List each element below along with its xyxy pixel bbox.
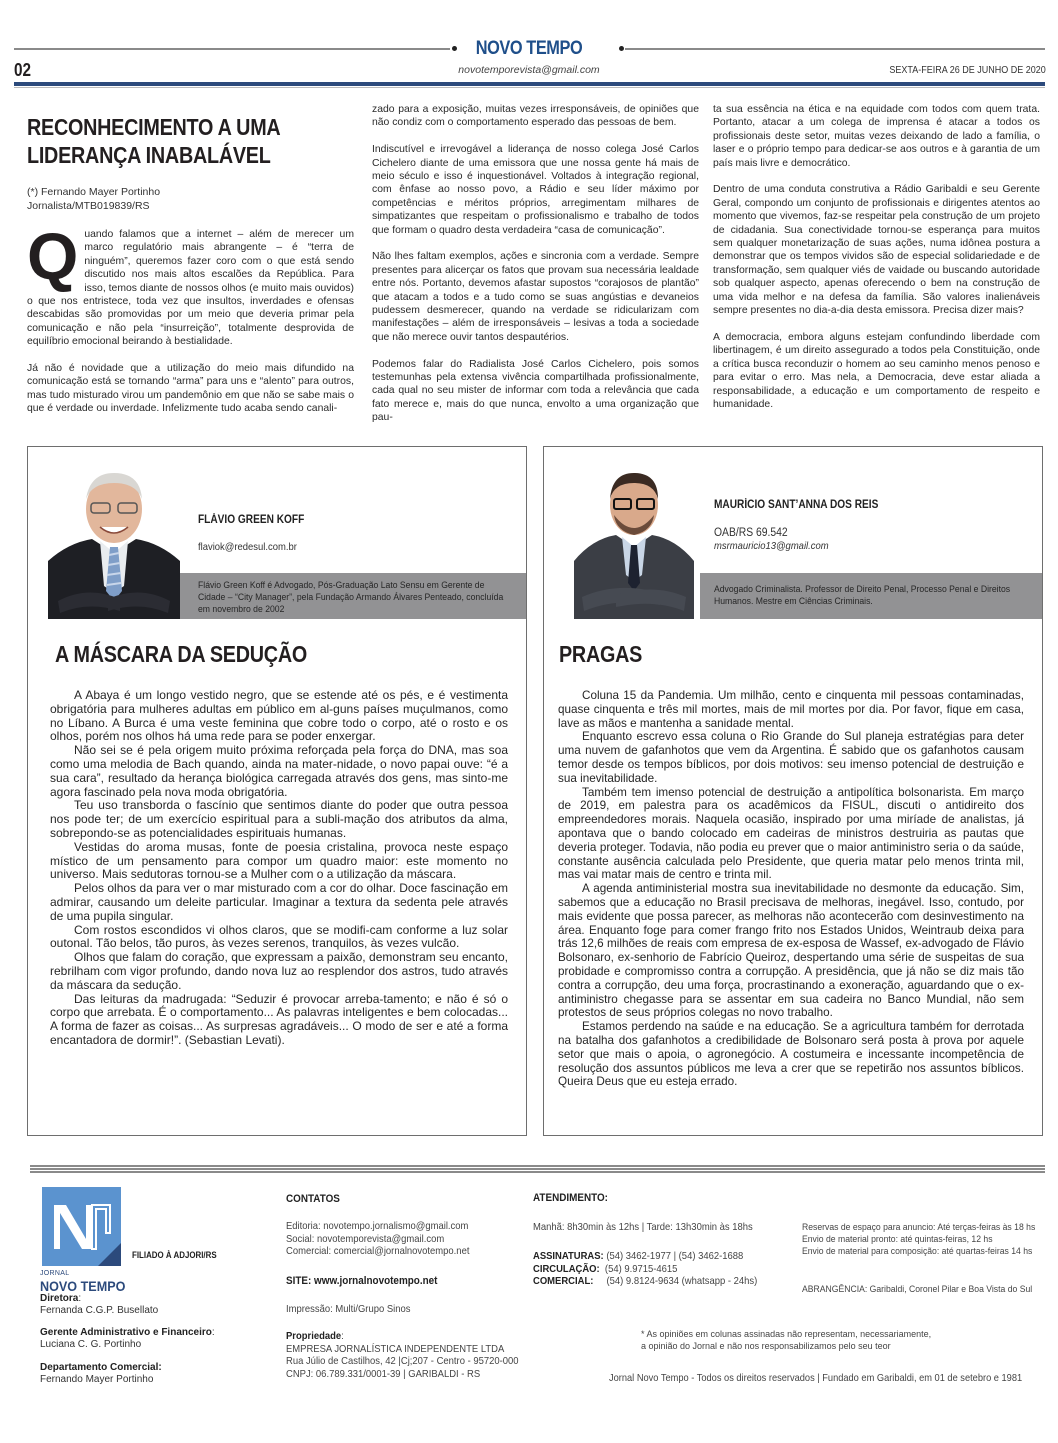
article-paragraph: A democracia, embora alguns estejam confundindo liberdade com libertinagem, é um direito assegurado a todos pela Constituição, onde a crítica busca reconduzir o homem ao seu caminho menos penoso e para evitar o erro. Mas nela, a Democracia, deve estar aliada a responsabilidade, a educação e um comportamento de respeito e humanidade. [713, 331, 1040, 410]
article-paragraph: Quando falamos que a internet – além de merecer um marco regulatório mais abrangente – é “terra de ninguém”, queremos fazer coro com o que está sendo discutido nos mais altos escalões da República. Para isso, temos diante de nossos olhos (e muito mais ouvidos) o que nos entristece, toda vez que insultos, inverdades e ofensas descabidas são promovidas por um meio que deveria primar pela comunicação e não pela “insurreição”, totalmente desprovida de equilíbrio emocional beirando à bestialidade. [27, 219, 354, 348]
column-paragraph: A Abaya é um longo vestido negro, que se estende até os pés, e é vestimenta obrigatória para mulheres adultas em público em al-guns países muçulmanos, como no Líbano. A Burca é uma veste feminina que cobre todo o corpo, até o rosto e os olhos, porém nos olhos há uma rede para se poder enxergar. [50, 688, 508, 744]
author-photo [568, 465, 700, 619]
byline-credential: Jornalista/MTB019839/RS [27, 200, 150, 212]
column-paragraph: Vestidas do aroma musas, fonte de poesia cristalina, provoca neste espaço místico de um pensamento para compor um quadro maior: este momento no universo. Mais sedutoras tornou-se a Mulher com o a utilização da máscara. [50, 839, 508, 882]
edition-date: SEXTA-FEIRA 26 DE JUNHO DE 2020 [889, 65, 1046, 76]
contact-editoria[interactable]: Editoria: novotempo.jornalismo@gmail.com [286, 1220, 469, 1232]
ownership-info: Propriedade: EMPRESA JORNALÍSTICA INDEPENDENTE LTDA Rua Júlio de Castilhos, 42 |Cj;207 - Centro - 95720-000 CNPJ: 06.789.331/0001-39 | GARIBALDI - RS [286, 1330, 519, 1380]
page-number: 02 [14, 60, 32, 80]
opinion-column-left [27, 446, 527, 1136]
column-headline: A MÁSCARA DA SEDUÇÃO [55, 641, 307, 667]
column-paragraph: Pelos olhos da para ver o mar misturado com a cor do olhar. Doce fascinação em admirar, causando um deleite particular. Imaginar a textura da sedenta pele através de uma pupila singular. [50, 881, 508, 923]
copyright-notice: Jornal Novo Tempo - Todos os direitos reservados | Fundado em Garibaldi, em 01 de setebro e 1981 [609, 1373, 1023, 1384]
author-portrait-icon [48, 461, 180, 619]
column-paragraph: Estamos perdendo na saúde e na educação. Se a agricultura também for derrotada na batalha dos gafanhotos a credibilidade de Bolsonaro será posta à prova por aquele setor que mais o apoia, o agronegócio. A costumeira e incessante incompetência de resolução dos assuntos públicos me leva a crer que se repetirão nos assuntos bíblicos. Queira Deus que eu esteja errado. [558, 1020, 1024, 1089]
contact-social[interactable]: Social: novotemporevista@gmail.com [286, 1232, 445, 1245]
contacts-list [286, 1220, 469, 1258]
author-oab-registration: OAB/RS 69.542 [714, 527, 788, 539]
opinion-disclaimer: * As opiniões em colunas assinadas não representam, necessariamente, a opinião do Jornal e não nos responsabilizamos pelo seu teor [641, 1329, 932, 1351]
author-name: FLÁVIO GREEN KOFF [198, 514, 305, 526]
drop-cap: Q [27, 219, 79, 293]
author-photo [48, 461, 180, 619]
column-paragraph: Enquanto escrevo essa coluna o Rio Grande do Sul planeja estratégias para deter uma nuvem de gafanhotos que vem da Argentina. É sabido que os gafanhotos causam temor desde os tempos bíblicos, por dois motivos: seu imenso potencial de destruição e sua inevitabilidade. [558, 730, 1024, 785]
article-column-1 [27, 219, 354, 416]
service-heading: ATENDIMENTO: [533, 1192, 608, 1204]
article-paragraph: Indiscutível e irrevogável a liderança de nosso colega José Carlos Cichelero diante de uma emissora que une nossa gente há mais de meio século e isso é inquestionável. Voltados à integração regional, com ênfase ao nosso povo, a Rádio e seu líder máximo por competências e méritos próprios, arregimentam milhares de simpatizantes que respeitam o profissionalismo e trabalho de todos que formam o quadro desta verdadeira “casa de comunicação”. [372, 144, 699, 236]
article-paragraph: Podemos falar do Radialista José Carlos Cichelero, pois somos testemunhas pela extensa vivência compartilhada profissionalmente, cada qual no seu mister de informar com toda a relevância que cada fato merece e, mais do que nunca, envolto a uma organização que pau- [372, 358, 699, 424]
phone-comercial: COMERCIAL: (54) 9.8124-9634 (whatsapp - 24hs) [533, 1275, 758, 1287]
service-phones [533, 1250, 757, 1288]
column-paragraph: Não sei se é pela origem muito próxima reforçada pela força do DNA, mas soa como uma melodia de Bach quando, ainda na mater-nidade, o novo papai ouve: “é a sua cara”, resultado da herança biológica carregada através dos gens, mas sinto-me agora fascinado pela nova moda obrigatória. [50, 743, 508, 799]
article-headline: RECONHECIMENTO A UMA LIDERANÇA INABALÁVEL [27, 114, 280, 168]
column-body [558, 689, 1024, 1089]
phone-assinaturas: ASSINATURAS: (54) 3462-1977 | (54) 3462-1688 [533, 1250, 744, 1262]
masthead-divider-thin [14, 87, 1045, 88]
phone-circulacao: CIRCULAÇÃO: (54) 9.9715-4615 [533, 1262, 678, 1275]
printing-info: Impressão: Multi/Grupo Sinos [286, 1303, 411, 1315]
column-paragraph: Das leituras da madrugada: “Seduzir é provocar arreba-tamento; e não é só o corpo que arrebata. É o comportamento... As palavras inteligentes e bem colocadas... A forma de fazer as coisas... As surpresas agradáveis... O modo de ser e até a forma encantadora de dormir!”. (Sebastian Levati). [50, 991, 508, 1047]
author-bio: Flávio Green Koff é Advogado, Pós-Graduação Lato Sensu em Gerente de Cidade – “City Manager”, pela Fundação Armando Álvares Penteado, concluída em novembro de 2002 [198, 580, 504, 615]
article-column-2 [372, 103, 699, 425]
contacts-heading: CONTATOS [286, 1193, 340, 1205]
article-paragraph: zado para a exposição, muitas vezes irresponsáveis, de opiniões que não condiz com o comportamento esperado das pessoas de bem. [372, 104, 699, 129]
footer-rule [30, 1165, 1045, 1167]
masthead-divider [14, 82, 1045, 86]
staff-director: Diretora: Fernanda C.G.P. Busellato [40, 1293, 159, 1316]
contact-comercial[interactable]: Comercial: comercial@jornalnovotempo.net [286, 1245, 470, 1257]
article-paragraph: Não lhes faltam exemplos, ações e sincronia com a verdade. Sempre presentes para alicerçar os fatos que provam sua necessária lealdade entre nós. Portanto, devemos afastar supostos “corajosos de plantão” que atacam a todos e a tudo como se suas angústias e devaneios pudessem desmerecer, quando na verdade se ridicularizam com manifestações – além de irresponsáveis – lesivas a toda a sociedade que não merece ouvir tantos despautérios. [372, 251, 699, 343]
coverage-area: ABRANGÊNCIA: Garibaldi, Coronel Pilar e Boa Vista do Sul [802, 1284, 1033, 1295]
article-column-3 [713, 103, 1040, 411]
article-paragraph: ta sua essência na ética e na equidade com todos com quem trata. Portanto, atacar a um colega de imprensa é atacar a todos os profissionais deste setor, muitas vezes deixando de lado a família, o laser e o próprio tempo para dedicar-se aos outros e à garantia de um país mais livre e democrático. [713, 104, 1040, 169]
service-hours: Manhã: 8h30min às 12hs | Tarde: 13h30min às 18hs [533, 1221, 753, 1233]
opinion-column-right [543, 446, 1043, 1136]
masthead-email: novotemporevista@gmail.com [458, 64, 600, 76]
column-paragraph: A agenda antiministerial mostra sua inevitabilidade no desmonte da educação. Sim, sabemos que a educação no Brasil precisava de melhoras, inegável. Isso, contudo, por mais evidente que possa parecer, as melhoras não acontecerão com desinvestimento na área. Enquanto foge para comer frango frito nos Estados Unidos, Weintraub deixa para trás 12,6 milhões de reais com empresa de ex-esposa de Wassef, ex-advogado de Flávio Bolsonaro, ex-senhorio de Fabrício Queiroz, despertando uma série de suspeitas de sua probidade e compromisso contra a corrupção. A presidência, que já não se diz mais tão contra a corrupção, deu uma força, procrastinando a exoneração, aguardando que o ex-antiministro chegasse para se assentar em sua cadeira no Banco Mundial, não sem protestos de seus próprios colegas no novo trabalho. [558, 882, 1024, 1020]
company-cnpj: CNPJ: 06.789.331/0001-39 | GARIBALDI - RS [286, 1367, 481, 1380]
column-paragraph: Teu uso transborda o fascínio que sentimos diante do poder que outra pessoa nos pode ter; de um exercício espiritual para a subli-mação dos atributos da alma, sobrepondo-se as potencialidades espirituais humanas. [50, 798, 508, 840]
affiliation-label: FILIADO À ADJORI/RS [132, 1250, 217, 1260]
newspaper-title: NOVO TEMPO [475, 38, 583, 59]
author-email-link[interactable]: flaviok@redesul.com.br [198, 541, 297, 553]
column-paragraph: Olhos que falam do coração, que expressam a paixão, demonstram seu encanto, rebrilham com vigor profundo, dando nova luz ao resplendor dos astros, tudo através da máscara da sedução. [50, 950, 508, 992]
column-paragraph: Coluna 15 da Pandemia. Um milhão, cento e cinquenta mil pessoas contaminadas, quase cinquenta e três mil mortes, mais de mil mortes por dia. Por favor, fique em casa, lave as mãos e mantenha a sanidade mental. [558, 689, 1024, 730]
author-bio: Advogado Criminalista. Professor de Direito Penal, Processo Penal e Direitos Humanos. Mestre em Ciências Criminais. [714, 584, 1011, 607]
ad-deadlines: Reservas de espaço para anuncio: Até terças-feiras às 18 hs Envio de material pronto: até quintas-feiras, 12 hs Envio de material para composição: até quartas-feiras 14 hs [802, 1222, 1036, 1257]
staff-admin-manager: Gerente Administrativo e Financeiro: Luciana C. G. Portinho [40, 1327, 215, 1350]
column-headline: PRAGAS [559, 641, 643, 667]
article-paragraph: Já não é novidade que a utilização do meio mais difundido na comunicação está se tornando “arma” para uns e “alento” para outros, mas tudo misturado virou um pandemônio em que não se sabe mais o que é verdade ou inverdade. Infelizmente tudo acaba sendo canali- [27, 363, 354, 415]
staff-commercial: Departamento Comercial: Fernando Mayer Portinho [40, 1362, 162, 1385]
footer-rule [30, 1171, 1045, 1173]
newspaper-logo-icon [42, 1187, 121, 1266]
column-body [50, 689, 508, 1048]
footer-rule [30, 1168, 1045, 1170]
author-portrait-icon [568, 465, 700, 619]
company-name: EMPRESA JORNALÍSTICA INDEPENDENTE LTDA [286, 1342, 505, 1355]
author-name: MAURÍCIO SANT’ANNA DOS REIS [714, 499, 879, 511]
company-address: Rua Júlio de Castilhos, 42 |Cj;207 - Centro - 95720-000 [286, 1355, 519, 1367]
website-link[interactable]: SITE: www.jornalnovotempo.net [286, 1275, 438, 1287]
article-byline [27, 185, 160, 213]
article-paragraph: Dentro de uma conduta construtiva a Rádio Garibaldi e seu Gerente Geral, compondo um conjunto de profissionais e dirigentes atentos ao momento que vivemos, faz-se respeitar pela construção de um projeto de cidadania. Sua conectividade tornou-se esperança para muitos sem qualquer monetarização de suas ações, numa idônea postura a demonstrar que os tempos vividos são de especial solidariedade e de transformação, sem qualquer viés de vaidade ou buscando autoridade sob qualquer aspecto, apenas oferecendo o bem na construção de uma vida melhor e na defesa da família. São valores inalienáveis sempre presentes no dia-a-dia desta emissora. Precisa dizer mais? [713, 184, 1040, 317]
logo-tagline: JORNAL [40, 1270, 70, 1277]
column-paragraph: Também tem imenso potencial de destruição a antipolítica bolsonarista. Em março de 2019, em palestra para os acadêmicos da FISUL, discuti o antidireito dos empreendedores morais. Naquela ocasião, inspirado por uma miríade de analistas, já apontava que o bando colocado em cadeiras de ministros destruiria as pautas que deveria proteger. Todavia, não podia eu prever que o maior antiministro seria o da saúde, constante ausência calculada pelo Presidente, que queria matar pelo menos trinta mil, mas vai matar mais de centro e trinta mil. [558, 785, 1024, 882]
author-email-link[interactable]: msrmauricio13@gmail.com [714, 540, 829, 552]
column-paragraph: Com rostos escondidos vi olhos claros, que se modifi-cam conforme a luz solar outonal. Tão belos, tão puros, às vezes serenos, tranquilos, às vezes vulcão. [50, 922, 508, 951]
logo-name: NOVO TEMPO [40, 1278, 126, 1294]
byline-author: (*) Fernando Mayer Portinho [27, 186, 161, 198]
